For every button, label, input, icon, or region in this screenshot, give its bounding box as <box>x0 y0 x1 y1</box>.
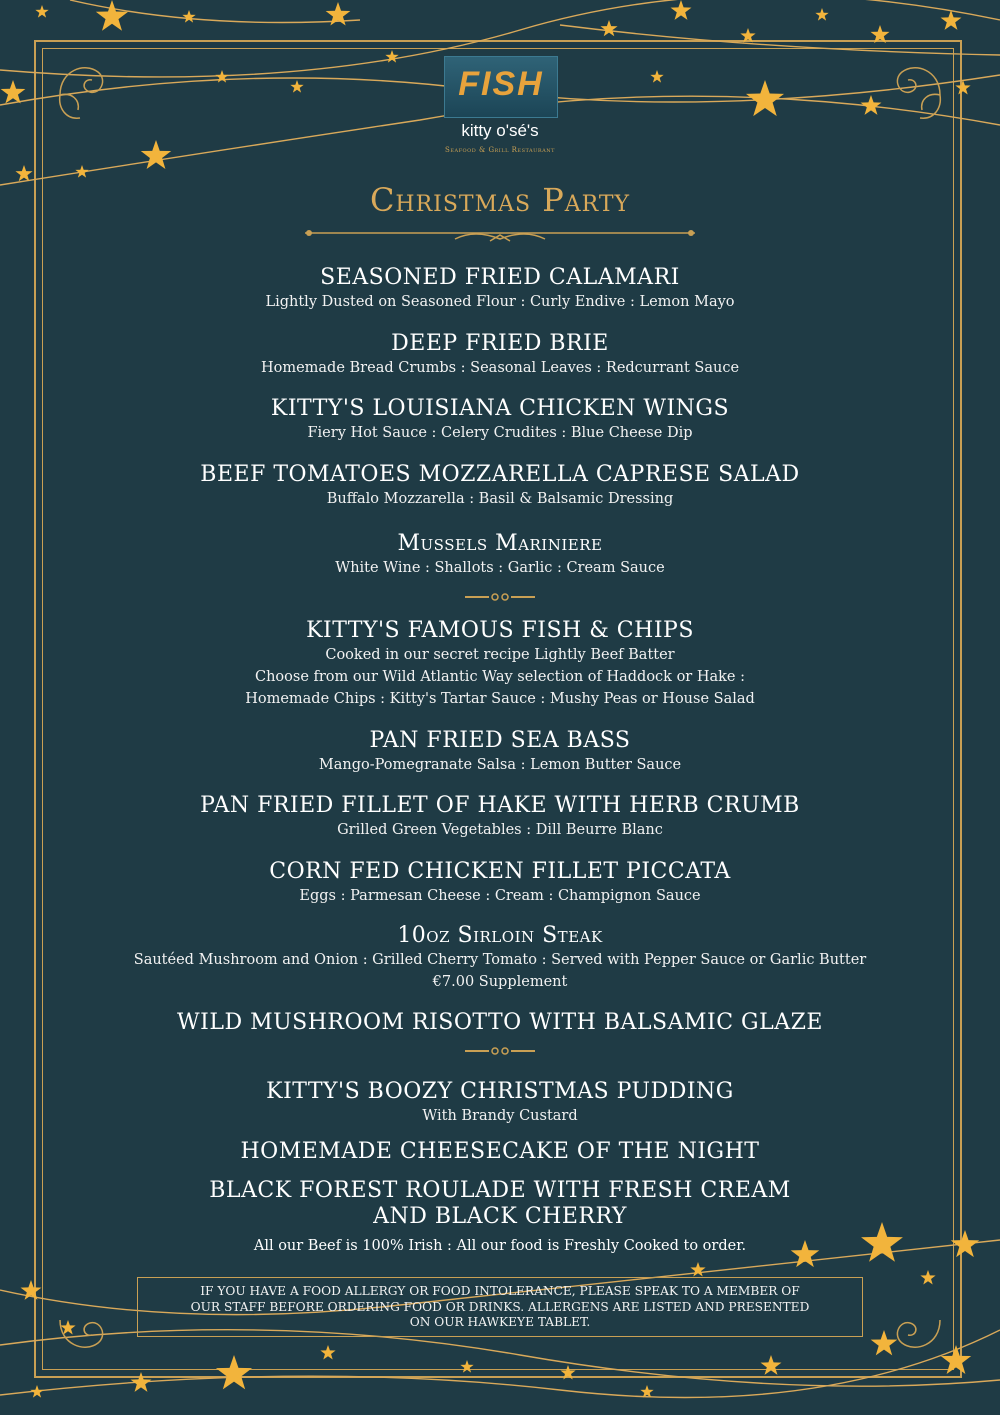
item-name: BEEF TOMATOES MOZZARELLA CAPRESE SALAD <box>200 462 800 487</box>
allergy-notice-line: IF YOU HAVE A FOOD ALLERGY OR FOOD INTOLERANCE, PLEASE SPEAK TO A MEMBER OF <box>200 1284 800 1298</box>
menu-item <box>60 265 940 313</box>
item-description: Homemade Bread Crumbs : Seasonal Leaves : Redcurrant Sauce <box>260 360 740 376</box>
item-name: PAN FRIED SEA BASS <box>369 728 631 753</box>
allergy-notice <box>137 1277 863 1337</box>
menu-item <box>60 859 940 907</box>
item-description: Choose from our Wild Atlantic Way selection of Haddock or Hake : <box>254 669 745 685</box>
fish-logo <box>444 56 558 118</box>
menu-item <box>60 1079 940 1127</box>
item-description: With Brandy Custard <box>422 1108 578 1124</box>
item-description: Buffalo Mozzarella : Basil & Balsamic Dressing <box>326 491 674 507</box>
item-name: AND BLACK CHERRY <box>373 1204 627 1229</box>
menu-item <box>60 462 940 510</box>
menu-item <box>60 923 940 993</box>
item-name: WILD MUSHROOM RISOTTO WITH BALSAMIC GLAZE <box>177 1010 823 1035</box>
menu-item <box>60 618 940 710</box>
menu-item <box>60 396 940 444</box>
section-divider <box>465 1044 535 1058</box>
item-name: KITTY'S LOUISIANA CHICKEN WINGS <box>270 396 730 421</box>
item-description: Eggs : Parmesan Cheese : Cream : Champignon Sauce <box>299 888 701 904</box>
restaurant-tagline: Seafood & Grill Restaurant <box>445 146 555 154</box>
item-name: DEEP FRIED BRIE <box>391 331 609 356</box>
item-description: Lightly Dusted on Seasoned Flour : Curly Endive : Lemon Mayo <box>265 294 735 310</box>
item-name: HOMEMADE CHEESECAKE OF THE NIGHT <box>240 1139 760 1164</box>
menu-item <box>60 1178 940 1230</box>
menu-item <box>60 1139 940 1165</box>
item-description: Homemade Chips : Kitty's Tartar Sauce : Mushy Peas or House Salad <box>245 691 755 707</box>
allergy-notice-line: OUR STAFF BEFORE ORDERING FOOD OR DRINKS. ALLERGENS ARE LISTED AND PRESENTED <box>190 1299 810 1314</box>
item-name: CORN FED CHICKEN FILLET PICCATA <box>269 859 731 884</box>
restaurant-name: kitty o'sé's <box>461 121 539 140</box>
logo-wordmark: FISH <box>458 65 544 103</box>
menu-item <box>60 331 940 379</box>
item-description: Sautéed Mushroom and Onion : Grilled Cherry Tomato : Served with Pepper Sauce or Garlic Butter <box>133 952 867 968</box>
item-name: Mussels Mariniere <box>397 531 603 556</box>
menu-item <box>60 728 940 776</box>
menu-item <box>60 1010 940 1036</box>
item-description: €7.00 Supplement <box>432 974 568 990</box>
item-name: SEASONED FRIED CALAMARI <box>320 265 680 290</box>
item-name: KITTY'S FAMOUS FISH & CHIPS <box>306 618 694 643</box>
item-name: PAN FRIED FILLET OF HAKE WITH HERB CRUMB <box>200 793 800 818</box>
allergy-notice-line: ON OUR HAWKEYE TABLET. <box>409 1315 591 1329</box>
item-name: KITTY'S BOOZY CHRISTMAS PUDDING <box>266 1079 734 1104</box>
item-description: Grilled Green Vegetables : Dill Beurre Blanc <box>337 822 663 838</box>
item-name: BLACK FOREST ROULADE WITH FRESH CREAM <box>209 1178 791 1203</box>
item-description: Mango-Pomegranate Salsa : Lemon Butter Sauce <box>318 757 682 773</box>
item-description: Fiery Hot Sauce : Celery Crudites : Blue Cheese Dip <box>307 425 693 441</box>
item-description: White Wine : Shallots : Garlic : Cream Sauce <box>335 560 665 576</box>
page-title: Christmas Party <box>369 181 631 219</box>
item-name: 10oz Sirloin Steak <box>397 923 603 948</box>
footnote: All our Beef is 100% Irish : All our food is Freshly Cooked to order. <box>253 1238 747 1254</box>
section-divider <box>465 590 535 604</box>
title-divider <box>305 225 695 247</box>
item-description: Cooked in our secret recipe Lightly Beef Batter <box>325 647 675 663</box>
menu-item <box>60 793 940 841</box>
menu-item <box>60 531 940 579</box>
